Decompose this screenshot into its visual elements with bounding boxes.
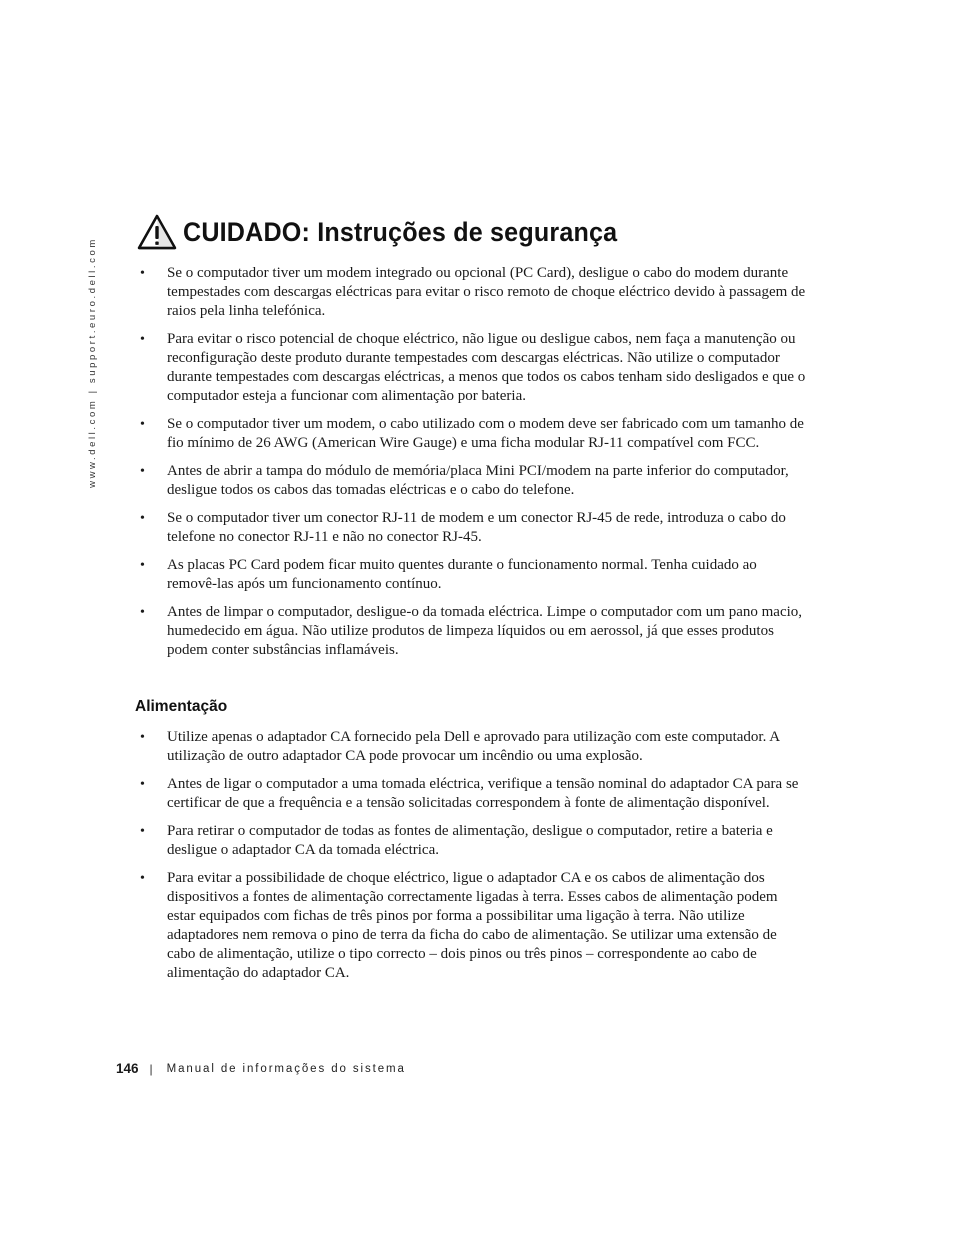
section-header: [137, 214, 650, 250]
bullet-icon: •: [140, 730, 145, 745]
list-item: • Se o computador tiver um modem integrado ou opcional (PC Card), desligue o cabo do modem durante tempestades com descargas eléctricas para evitar o risco remoto de choque eléctrico devido à passagem de raios pela linha telefónica.: [140, 265, 806, 319]
list-item: • Antes de abrir a tampa do módulo de memória/placa Mini PCI/modem na parte inferior do computador, desligue todos os cabos das tomadas eléctricas e o cabo do telefone.: [140, 463, 789, 498]
list-item: • Para evitar o risco potencial de choque eléctrico, não ligue ou desligue cabos, nem faça a manutenção ou reconfiguração deste produto durante tempestades com descargas eléctricas. Não utilize o computador durante tempestades com descargas eléctricas, a menos que todos os cabos tenham sido desligados e que o computador esteja a funcionar com alimentação por bateria.: [140, 331, 806, 404]
bullet-icon: •: [140, 464, 145, 479]
power-subheading: Alimentação: [135, 698, 228, 715]
bullet-icon: •: [140, 558, 145, 573]
footer-separator: |: [149, 1061, 153, 1076]
footer-doc-title: Manual de informações do sistema: [166, 1062, 406, 1075]
list-item: • Antes de limpar o computador, desligue-o da tomada eléctrica. Limpe o computador com um pano macio, humedecido em água. Não utilize produtos de limpeza líquidos ou em aerossol, já que esses produtos podem conter substâncias inflamáveis.: [140, 604, 803, 658]
bullet-icon: •: [140, 266, 145, 281]
page-title: CUIDADO: Instruções de segurança: [183, 216, 618, 247]
list-item: • Utilize apenas o adaptador CA fornecido pela Dell e aprovado para utilização com este computador. A utilização de outro adaptador CA pode provocar um incêndio ou uma explosão.: [140, 729, 780, 764]
list-item: • As placas PC Card podem ficar muito quentes durante o funcionamento normal. Tenha cuidado ao removê-las após um funcionamento contínuo.: [140, 557, 757, 592]
bullet-icon: •: [140, 824, 145, 839]
bullet-icon: •: [140, 417, 145, 432]
side-url-margin: [84, 222, 100, 502]
warning-triangle-icon: [137, 214, 177, 250]
side-url-text: www.dell.com | support.euro.dell.com: [86, 236, 98, 488]
bullet-icon: •: [140, 332, 145, 347]
list-item: • Se o computador tiver um modem, o cabo utilizado com o modem deve ser fabricado com um tamanho de fio mínimo de 26 AWG (American Wire Gauge) e uma ficha modular RJ-11 compatível com FCC.: [140, 416, 804, 451]
bullet-icon: •: [140, 777, 145, 792]
list-item: • Se o computador tiver um conector RJ-11 de modem e um conector RJ-45 de rede, introduza o cabo do telefone no conector RJ-11 e não no conector RJ-45.: [140, 510, 786, 545]
list-item: • Para evitar a possibilidade de choque eléctrico, ligue o adaptador CA e os cabos de alimentação dos dispositivos a fontes de alimentação correctamente ligadas à terra. Esses cabos de alimentação podem estar equipados com fichas de três pinos por forma a possibilitar uma ligação à terra. Não utilize adaptadores nem remova o pino de terra da ficha do cabo de alimentação. Se utilizar uma extensão de cabo de alimentação, utilize o tipo correcto – dois pinos ou três pinos – correspondente ao cabo de alimentação do adaptador CA.: [140, 870, 778, 981]
power-instructions-list: [137, 728, 807, 992]
safety-instructions-list: [137, 264, 807, 669]
page-footer: [116, 1061, 406, 1076]
bullet-icon: •: [140, 511, 145, 526]
bullet-icon: •: [140, 871, 145, 886]
bullet-icon: •: [140, 605, 145, 620]
page-number: 146: [116, 1061, 139, 1076]
list-item: • Para retirar o computador de todas as fontes de alimentação, desligue o computador, retire a bateria e desligue o adaptador CA da tomada eléctrica.: [140, 823, 773, 858]
list-item: • Antes de ligar o computador a uma tomada eléctrica, verifique a tensão nominal do adaptador CA para se certificar de que a frequência e a tensão solicitadas correspondem à fonte de alimentação disponível.: [140, 776, 799, 811]
